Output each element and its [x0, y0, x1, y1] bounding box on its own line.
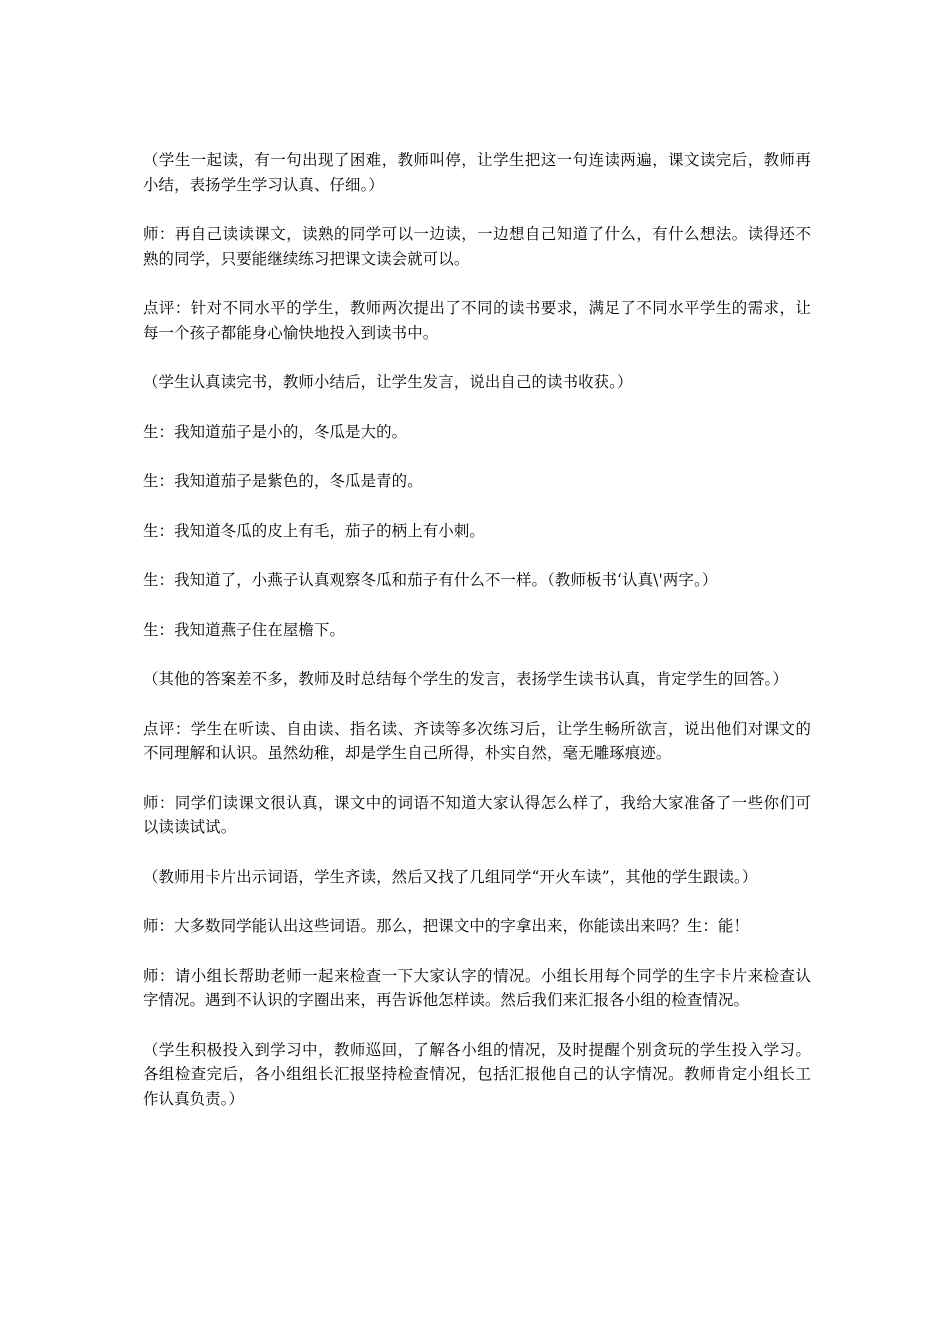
- paragraph-group-leader-instruction: 师：请小组长帮助老师一起来检查一下大家认字的情况。小组长用每个同学的生字卡片来检查认字情况。遇到不认识的字圈出来，再告诉他怎样读。然后我们来汇报各小组的检查情况。: [143, 966, 811, 1009]
- paragraph-student-answer-4: 生：我知道了，小燕子认真观察冬瓜和茄子有什么不一样。（教师板书‘认真\'两字。）: [143, 571, 718, 589]
- paragraph-card-reading-note: （教师用卡片出示词语，学生齐读，然后又找了几组同学“开火车读”，其他的学生跟读。）: [143, 867, 758, 886]
- paragraph-teacher-question: 师：大多数同学能认出这些词语。那么，把课文中的字拿出来，你能读出来吗？生：能！: [143, 917, 750, 935]
- paragraph-student-speech-note: （学生认真读完书，教师小结后，让学生发言，说出自己的读书收获。）: [143, 373, 633, 391]
- paragraph-comment-2: 点评：学生在听读、自由读、指名读、齐读等多次练习后，让学生畅所欲言，说出他们对课文的不同理解和认识。虽然幼稚，却是学生自己所得，朴实自然，毫无雕琢痕迹。: [143, 719, 811, 762]
- paragraph-teacher-instruction-1: 师：再自己读读课文，读熟的同学可以一边读，一边想自己知道了什么，有什么想法。读得还不熟的同学，只要能继续练习把课文读会就可以。: [143, 225, 811, 268]
- paragraph-summary-note: （其他的答案差不多，教师及时总结每个学生的发言，表扬学生读书认真，肯定学生的回答。）: [143, 670, 789, 688]
- paragraph-student-reading-note: （学生一起读，有一句出现了困难，教师叫停，让学生把这一句连读两遍，课文读完后，教师再小结，表扬学生学习认真、仔细。）: [143, 151, 811, 194]
- paragraph-student-answer-3: 生：我知道冬瓜的皮上有毛，茄子的柄上有小刺。: [143, 521, 485, 540]
- paragraph-comment-1: 点评：针对不同水平的学生，教师两次提出了不同的读书要求，满足了不同水平学生的需求，让每一个孩子都能身心愉快地投入到读书中。: [143, 299, 811, 342]
- paragraph-student-answer-5: 生：我知道燕子住在屋檐下。: [143, 620, 346, 639]
- document-body: [143, 148, 811, 1136]
- paragraph-teacher-instruction-2: 师：同学们读课文很认真，课文中的词语不知道大家认得怎么样了，我给大家准备了一些你们可以读读试试。: [143, 793, 811, 836]
- paragraph-group-check-note: （学生积极投入到学习中，教师巡回，了解各小组的情况，及时提醒个别贪玩的学生投入学习。各组检查完后，各小组组长汇报坚持检查情况，包括汇报他自己的认字情况。教师肯定小组长工作认真负责。）: [143, 1040, 811, 1108]
- paragraph-student-answer-1: 生：我知道茄子是小的，冬瓜是大的。: [143, 422, 408, 441]
- paragraph-student-answer-2: 生：我知道茄子是紫色的，冬瓜是青的。: [143, 472, 423, 490]
